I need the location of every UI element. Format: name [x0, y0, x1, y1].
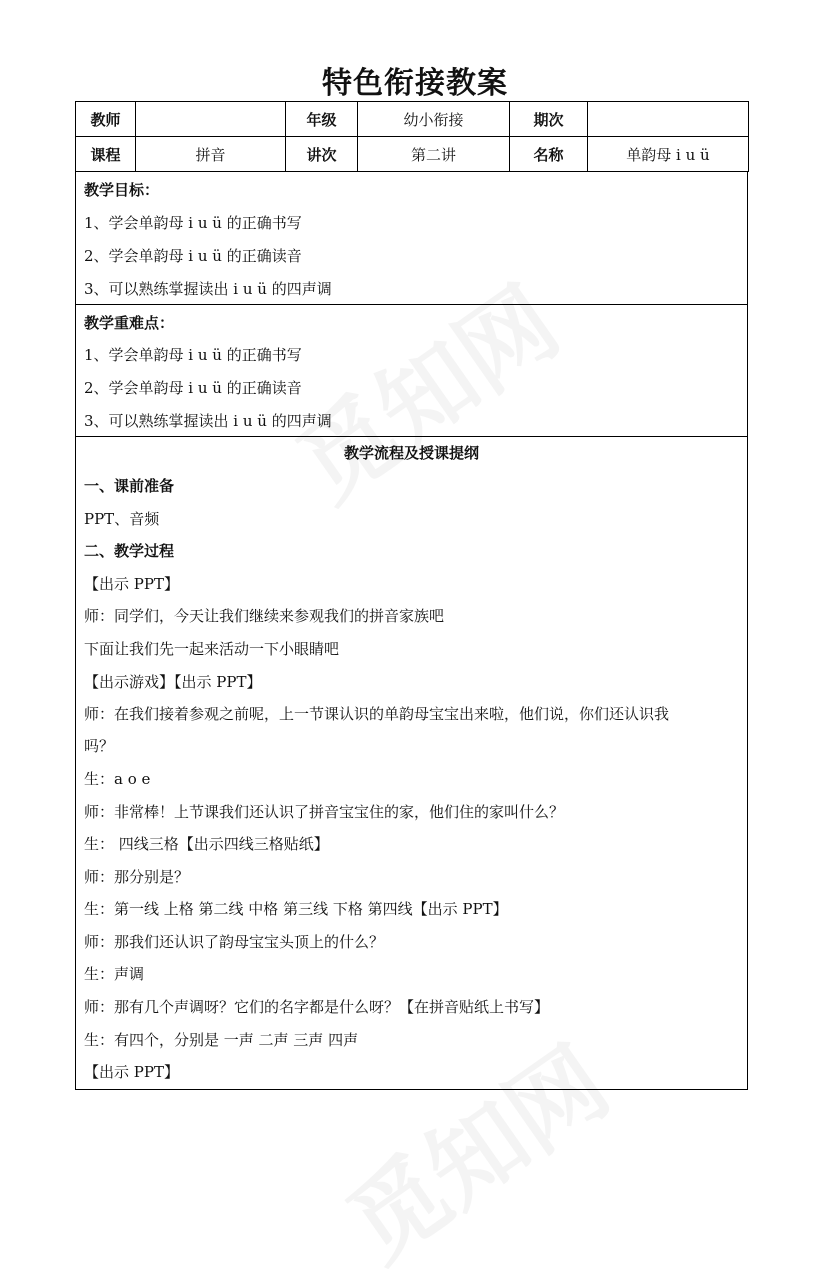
- goal-item: 3、可以熟练掌握读出 i u ü 的四声调: [84, 280, 332, 298]
- period-value: [588, 102, 749, 137]
- flow-line: 一、课前准备: [84, 477, 175, 495]
- flow-line: 【出示 PPT】: [84, 1063, 179, 1081]
- lecture-label: 讲次: [286, 137, 358, 172]
- key-point-item: 2、学会单韵母 i u ü 的正确读音: [84, 379, 302, 397]
- flow-line: 师：非常棒！上节课我们还认识了拼音宝宝住的家，他们住的家叫什么？: [84, 803, 565, 821]
- period-label: 期次: [510, 102, 588, 137]
- flow-heading: 教学流程及授课提纲: [343, 444, 479, 462]
- key-points-heading: 教学重难点：: [84, 314, 175, 332]
- flow-line: 生：声调: [84, 965, 145, 983]
- grade-value: 幼小衔接: [358, 102, 510, 137]
- key-point-item: 3、可以熟练掌握读出 i u ü 的四声调: [84, 412, 332, 430]
- flow-line: 师：那分别是？: [84, 868, 190, 886]
- course-value: 拼音: [136, 137, 286, 172]
- goals-heading: 教学目标：: [84, 181, 160, 199]
- teacher-value: [136, 102, 286, 137]
- info-row-2: [76, 137, 749, 172]
- flow-line: 下面让我们先一起来活动一下小眼睛吧: [84, 640, 340, 658]
- key-points-section: [75, 304, 748, 437]
- name-label: 名称: [510, 137, 588, 172]
- teaching-flow-section: [75, 436, 748, 1090]
- info-row-1: [76, 102, 749, 137]
- flow-line: 师：同学们，今天让我们继续来参观我们的拼音家族吧: [84, 607, 445, 625]
- flow-line: 生：a o e: [84, 770, 151, 788]
- teaching-goals-section: [75, 172, 748, 305]
- flow-line: 师：在我们接着参观之前呢，上一节课认识的单韵母宝宝出来啦，他们说，你们还认识我: [84, 705, 670, 723]
- flow-line: PPT、音频: [84, 510, 160, 528]
- flow-line: 生： 四线三格【出示四线三格贴纸】: [84, 835, 329, 853]
- goal-item: 1、学会单韵母 i u ü 的正确书写: [84, 214, 302, 232]
- flow-line: 生：第一线 上格 第二线 中格 第三线 下格 第四线【出示 PPT】: [84, 900, 508, 918]
- info-table: [75, 101, 749, 172]
- flow-line: 【出示 PPT】: [84, 575, 179, 593]
- flow-line: 生：有四个，分别是 一声 二声 三声 四声: [84, 1031, 359, 1049]
- teacher-label: 教师: [76, 102, 136, 137]
- name-value: 单韵母 i u ü: [588, 137, 749, 172]
- flow-line: 二、教学过程: [84, 542, 175, 560]
- lecture-value: 第二讲: [358, 137, 510, 172]
- key-point-item: 1、学会单韵母 i u ü 的正确书写: [84, 346, 302, 364]
- flow-line: 【出示游戏】【出示 PPT】: [84, 673, 262, 691]
- flow-line: 师：那有几个声调呀？它们的名字都是什么呀？【在拼音贴纸上书写】: [84, 998, 550, 1016]
- flow-line: 吗？: [84, 737, 115, 755]
- course-label: 课程: [76, 137, 136, 172]
- flow-line: 师：那我们还认识了韵母宝宝头顶上的什么？: [84, 933, 385, 951]
- grade-label: 年级: [286, 102, 358, 137]
- page-title: 特色衔接教案: [322, 66, 508, 101]
- goal-item: 2、学会单韵母 i u ü 的正确读音: [84, 247, 302, 265]
